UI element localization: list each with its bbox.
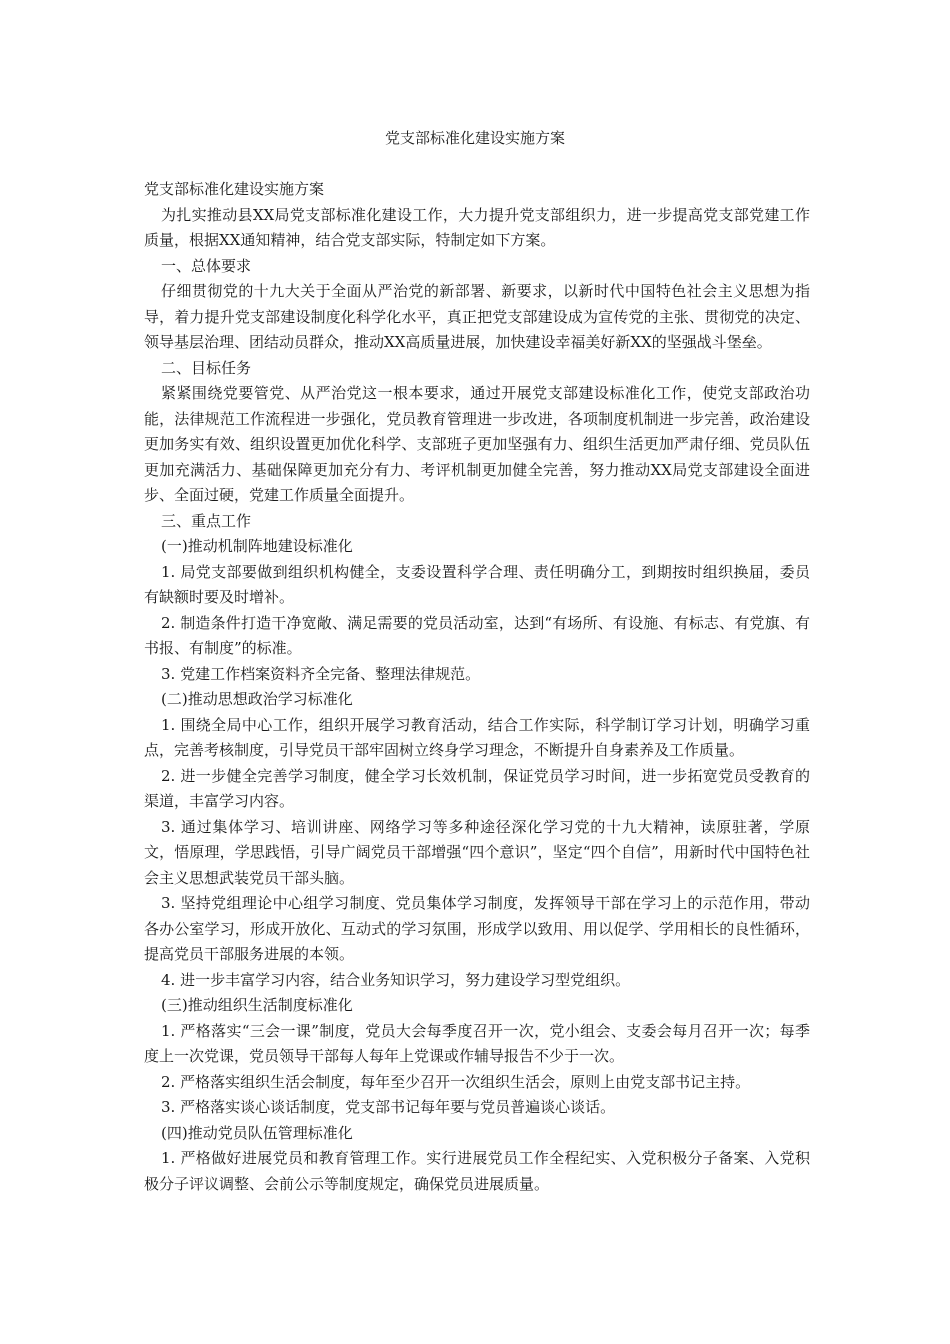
subtitle-paragraph: 党支部标准化建设实施方案 bbox=[144, 180, 325, 198]
document-title: 党支部标准化建设实施方案 bbox=[384, 129, 565, 147]
section-heading: 二、目标任务 bbox=[161, 358, 252, 377]
subsection-heading: (四)推动党员队伍管理标准化 bbox=[161, 1123, 353, 1142]
subsection-heading: (三)推动组织生活制度标准化 bbox=[161, 996, 353, 1014]
list-item: 1. 围绕全局中心工作，组织开展学习教育活动，结合工作实际，科学制订学习计划，明确学习重点，完善考核制度，引导党员干部牢固树立终身学习理念，不断提升自身素养及工作质量。 bbox=[144, 715, 810, 759]
body-paragraph: 紧紧围绕党要管党、从严治党这一根本要求，通过开展党支部建设标准化工作，使党支部政治功能，法律规范工作流程进一步强化，党员教育管理进一步改进，各项制度机制进一步完善，政治建设更加务实有效、组织设置更加优化科学、支部班子更加坚强有力、组织生活更加严肃仔细、党员队伍更加充满活力、基础保障更加充分有力、考评机制更加健全完善，努力推动XX局党支部建设全面进步、全面过硬，党建工作质量全面提升。 bbox=[144, 384, 810, 504]
list-item: 2. 严格落实组织生活会制度，每年至少召开一次组织生活会，原则上由党支部书记主持。 bbox=[161, 1072, 751, 1091]
document-body bbox=[144, 177, 810, 1197]
list-item: 3. 坚持党组理论中心组学习制度、党员集体学习制度，发挥领导干部在学习上的示范作用，带动各办公室学习，形成开放化、互动式的学习氛围，形成学以致用、用以促学、学用相长的良性循环，提高党员干部服务进展的本领。 bbox=[144, 894, 810, 963]
list-item: 1. 严格做好进展党员和教育管理工作。实行进展党员工作全程纪实、入党积极分子备案、入党积极分子评议调整、会前公示等制度规定，确保党员进展质量。 bbox=[144, 1149, 810, 1193]
list-item: 2. 进一步健全完善学习制度，健全学习长效机制，保证党员学习时间，进一步拓宽党员受教育的渠道，丰富学习内容。 bbox=[144, 766, 810, 810]
subsection-heading: (二)推动思想政治学习标准化 bbox=[161, 690, 353, 708]
list-item: 3. 通过集体学习、培训讲座、网络学习等多种途径深化学习党的十九大精神，读原驻著，学原文，悟原理，学思践悟，引导广阔党员干部增强“四个意识”，坚定“四个自信”，用新时代中国特色社会主义思想武装党员干部头脑。 bbox=[144, 817, 810, 887]
list-item: 3. 党建工作档案资料齐全完备、整理法律规范。 bbox=[161, 664, 481, 683]
list-item: 1. 严格落实“三会一课”制度，党员大会每季度召开一次，党小组会、支委会每月召开一次；每季度上一次党课，党员领导干部每人每年上党课或作辅导报告不少于一次。 bbox=[144, 1021, 810, 1065]
list-item: 3. 严格落实谈心谈话制度，党支部书记每年要与党员普遍谈心谈话。 bbox=[161, 1098, 616, 1116]
section-heading: 一、总体要求 bbox=[161, 256, 252, 275]
body-paragraph: 仔细贯彻党的十九大关于全面从严治党的新部署、新要求，以新时代中国特色社会主义思想为指导，着力提升党支部建设制度化科学化水平，真正把党支部建设成为宣传党的主张、贯彻党的决定、领导基层治理、团结动员群众，推动XX高质量进展，加快建设幸福美好新XX的坚强战斗堡垒。 bbox=[144, 282, 810, 351]
subsection-heading: (一)推动机制阵地建设标准化 bbox=[161, 537, 353, 555]
body-paragraph: 为扎实推动县XX局党支部标准化建设工作，大力提升党支部组织力，进一步提高党支部党建工作质量，根据XX通知精神，结合党支部实际，特制定如下方案。 bbox=[144, 205, 810, 249]
list-item: 2. 制造条件打造干净宽敞、满足需要的党员活动室，达到“有场所、有设施、有标志、有党旗、有书报、有制度”的标准。 bbox=[144, 613, 810, 657]
list-item: 1. 局党支部要做到组织机构健全，支委设置科学合理、责任明确分工，到期按时组织换届，委员有缺额时要及时增补。 bbox=[144, 562, 810, 606]
section-heading: 三、重点工作 bbox=[161, 511, 252, 530]
list-item: 4. 进一步丰富学习内容，结合业务知识学习，努力建设学习型党组织。 bbox=[161, 970, 631, 989]
